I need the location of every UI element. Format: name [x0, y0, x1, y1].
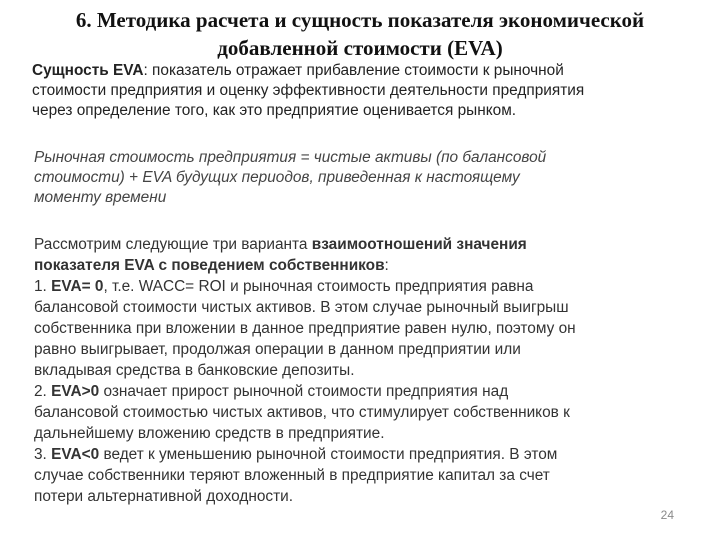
slide-title: [20, 6, 700, 62]
intro-line-2: стоимости предприятия и оценку эффективности деятельности предприятия: [32, 82, 585, 99]
intro-bold-label: Сущность EVA: [32, 62, 144, 79]
body-line-2-colon: :: [384, 257, 389, 274]
variant-2-number: 2.: [34, 383, 52, 400]
intro-line-3: через определение того, как это предприятие оценивается рынком.: [32, 102, 517, 119]
body-line-2-bold: показателя EVA с поведением собственников: [34, 257, 385, 274]
intro-line-1: [32, 61, 704, 81]
body-line-7: вкладывая средства в банковские депозиты.: [34, 362, 355, 379]
body-line-12: случае собственники теряют вложенный в предприятие капитал за счет: [34, 467, 550, 484]
body-line-4: балансовой стоимости чистых активов. В этом случае рыночный выигрыш: [34, 299, 569, 316]
variant-1-text: , т.е. WACC= ROI и рыночная стоимость предприятия равна: [103, 278, 534, 295]
formula-line-2: стоимости) + EVA будущих периодов, приведенная к настоящему: [34, 169, 520, 186]
intro-line-1-text: : показатель отражает прибавление стоимости к рыночной: [143, 62, 564, 79]
variant-1-number: 1.: [34, 278, 52, 295]
variant-2-bold: EVA>0: [51, 383, 100, 400]
variant-1-bold: EVA= 0: [51, 278, 104, 295]
title-line-1: 6. Методика расчета и сущность показателя экономической: [75, 8, 645, 32]
body-line-1: [34, 235, 714, 256]
body-line-5: собственника при вложении в данное предприятие равен нулю, поэтому он: [34, 320, 576, 337]
body-line-2: [34, 256, 714, 277]
body-line-13: потери альтернативной доходности.: [34, 488, 294, 505]
body-line-6: равно выигрывает, продолжая операции в данном предприятии или: [34, 341, 521, 358]
formula-paragraph: [34, 148, 706, 208]
formula-line-3: моменту времени: [34, 189, 167, 206]
variant-2-line: [34, 382, 714, 403]
variant-3-line: [34, 445, 714, 466]
body-line-1-bold: взаимоотношений значения: [311, 236, 527, 253]
body-line-9: балансовой стоимостью чистых активов, что стимулирует собственников к: [34, 404, 570, 421]
page-number: 24: [660, 508, 674, 522]
variants-paragraph: [34, 235, 714, 508]
title-line-2: добавленной стоимости (EVA): [217, 36, 503, 60]
intro-paragraph: [32, 61, 704, 121]
formula-line-1: Рыночная стоимость предприятия = чистые активы (по балансовой: [34, 149, 547, 166]
variant-1-line: [34, 277, 714, 298]
body-line-10: дальнейшему вложению средств в предприятие.: [34, 425, 385, 442]
variant-3-text: ведет к уменьшению рыночной стоимости предприятия. В этом: [99, 446, 558, 463]
variant-3-bold: EVA<0: [51, 446, 100, 463]
variant-3-number: 3.: [34, 446, 52, 463]
variant-2-text: означает прирост рыночной стоимости предприятия над: [99, 383, 509, 400]
body-line-1-text: Рассмотрим следующие три варианта: [34, 236, 312, 253]
